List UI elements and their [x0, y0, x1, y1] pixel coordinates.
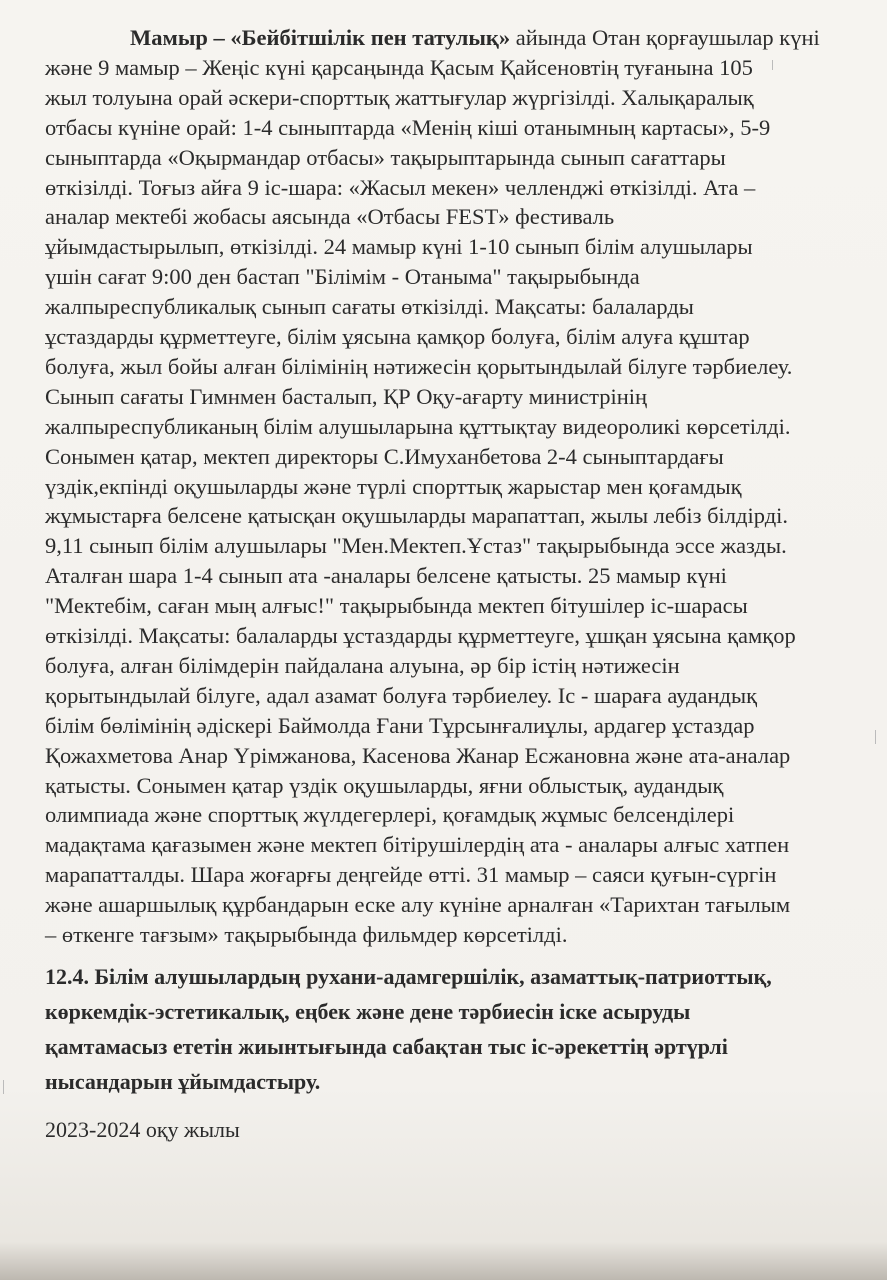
paragraph-line: білім бөлімінің әдіскері Баймолда Ғани Тұрсынғалиұлы, ардагер ұстаздар: [45, 712, 755, 738]
scan-mark: [772, 60, 773, 70]
heading-line: көркемдік-эстетикалық, еңбек және дене тәрбиесін іске асыруды: [45, 999, 691, 1024]
paragraph-line: сыныптарда «Оқырмандар отбасы» тақырыптарында сынып сағаттары: [45, 144, 726, 170]
paragraph-line: ұйымдастырылып, өткізілді. 24 мамыр күні 1-10 сынып білім алушылары: [45, 234, 753, 260]
paragraph-line: жалпыреспубликалық сынып сағаты өткізілді. Мақсаты: балаларды: [45, 294, 694, 320]
paragraph-line: үздік,екпінді оқушыларды және түрлі спорттық жарыстар мен қоғамдық: [45, 473, 742, 499]
heading-line: нысандарын ұйымдастыру.: [45, 1069, 321, 1094]
paragraph-line: жалпыреспубликаның білім алушыларына құттықтау видеороликі көрсетілді.: [45, 413, 791, 439]
paragraph-line: Қожахметова Анар Үрімжанова, Касенова Жанар Есжановна және ата-аналар: [45, 742, 791, 768]
paragraph-line: өткізілді. Мақсаты: балаларды ұстаздарды құрметтеуге, ұшқан ұясына қамқор: [45, 623, 796, 648]
paragraph-line: ұстаздарды құрметтеуге, білім ұясына қамқор болуға, білім алуға құштар: [45, 324, 750, 349]
paragraph-line: "Мектебім, саған мың алғыс!" тақырыбында мектеп бітушілер іс-шарасы: [45, 593, 748, 619]
paragraph-line: олимпиада және спорттық жүлдегерлері, қоғамдық жұмыс белсенділері: [45, 802, 735, 828]
paragraph-line: аналар мектебі жобасы аясында «Отбасы FEST» фестиваль: [45, 204, 615, 230]
academic-year: 2023-2024 оқу жылы: [45, 1117, 240, 1142]
paragraph-line: Аталған шара 1-4 сынып ата -аналары белсене қатысты. 25 мамыр күні: [45, 563, 727, 589]
paragraph-line: қатысты. Сонымен қатар үздік оқушыларды, яғни облыстық, аудандық: [45, 772, 724, 798]
paragraph-line: отбасы күніне орай: 1-4 сыныптарда «Менің кіші отанымның картасы», 5-9: [45, 114, 771, 140]
paragraph-line: болуға, алған білімдерін пайдалана алуына, әр бір істің нәтижесін: [45, 652, 680, 678]
paragraph-line: және 9 мамыр – Жеңіс күні қарсаңында Қасым Қайсеновтің туғанына 105: [45, 54, 753, 80]
paragraph-line: марапатталды. Шара жоғарғы деңгейде өтті. 31 мамыр – саяси қуғын-сүргін: [45, 862, 777, 888]
paragraph-line: жыл толуына орай әскери-спорттық жаттығулар жүргізілді. Халықаралық: [45, 84, 754, 110]
paragraph-line: – өткенге тағзым» тақырыбында фильмдер көрсетілді.: [45, 922, 568, 947]
paragraph-line: Сынып сағаты Гимнмен басталып, ҚР Оқу-ағарту министрінің: [45, 383, 648, 409]
paragraph-line: мадақтама қағазымен және мектеп бітірушілердің ата - аналары алғыс хатпен: [45, 832, 790, 858]
paragraph-line: болуға, жыл бойы алған білімінің нәтижесін қорытындылай білуге тәрбиелеу.: [45, 353, 793, 379]
scan-mark: [875, 730, 876, 744]
paragraph-line: өткізілді. Тоғыз айға 9 іс-шара: «Жасыл мекен» челленджі өткізілді. Ата –: [45, 174, 756, 200]
scan-mark: [3, 1080, 4, 1094]
paragraph-first-line: [130, 24, 820, 52]
paragraph-line: және ашаршылық құрбандарын еске алу күніне арналған «Тарихтан тағылым: [45, 892, 791, 918]
paragraph-line: 9,11 сынып білім алушылары "Мен.Мектеп.Ұстаз" тақырыбында эссе жазды.: [45, 533, 787, 559]
paragraph-line: қорытындылай білуге, адал азамат болуға тәрбиелеу. Іс - шараға аудандық: [45, 682, 758, 708]
paragraph-line: үшін сағат 9:00 ден бастап "Білімім - Отаныма" тақырыбында: [45, 264, 640, 290]
month-title: Мамыр – «Бейбітшілік пен татулық»: [130, 25, 511, 50]
heading-line: қамтамасыз ететін жиынтығында сабақтан тыс іс-әрекеттің әртүрлі: [45, 1034, 728, 1059]
paragraph-line: Сонымен қатар, мектеп директоры С.Имуханбетова 2-4 сыныптардағы: [45, 443, 724, 469]
paragraph-line: жұмыстарға белсене қатысқан оқушыларды марапаттап, жылы лебіз білдірді.: [45, 503, 789, 529]
first-line-text: айында Отан қорғаушылар күні: [510, 25, 820, 50]
heading-line: 12.4. Білім алушылардың рухани-адамгершілік, азаматтық-патриоттық,: [45, 964, 772, 989]
